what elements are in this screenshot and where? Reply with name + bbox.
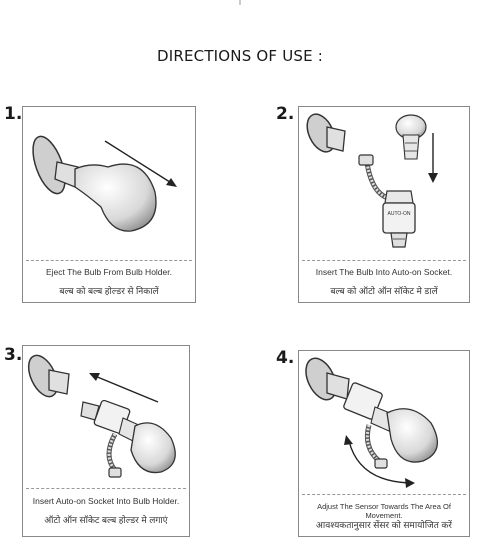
step-1-divider <box>26 260 192 261</box>
step-2-panel <box>298 106 470 303</box>
page-title: DIRECTIONS OF USE : <box>156 47 324 65</box>
top-mark <box>239 0 241 5</box>
step-4-caption-hi: आवश्यकतानुसार सेंसर को समायोजित करें <box>316 520 452 530</box>
step-3-caption-hi: ऑटो ऑन सॉकेट बल्ब होल्डर मे लगाएं <box>44 515 168 525</box>
step-4-number: 4. <box>276 348 295 368</box>
step-3-illustration <box>23 346 189 536</box>
step-3-divider <box>26 488 186 489</box>
step-2-number: 2. <box>276 104 295 124</box>
step-1-caption-en: Eject The Bulb From Bulb Holder. <box>46 267 172 277</box>
auto-on-device-label: AUTO-ON <box>387 211 411 217</box>
step-3-number: 3. <box>4 345 23 365</box>
step-3-panel <box>22 345 190 537</box>
step-3-caption-en: Insert Auto-on Socket Into Bulb Holder. <box>32 496 180 506</box>
step-1-number: 1. <box>4 104 23 124</box>
step-1-panel <box>22 106 196 303</box>
step-4-divider <box>302 494 466 495</box>
step-4-caption-en: Adjust The Sensor Towards The Area Of Movement. <box>317 502 451 520</box>
step-1-caption-hi: बल्ब को बल्ब होल्डर से निकालें <box>59 286 159 296</box>
step-2-divider <box>302 260 466 261</box>
step-2-caption-hi: बल्ब को ऑटो ऑन सॉकेट मे डालें <box>330 286 438 296</box>
step-4-panel <box>298 350 470 537</box>
step-2-caption-en: Insert The Bulb Into Auto-on Socket. <box>315 267 453 277</box>
